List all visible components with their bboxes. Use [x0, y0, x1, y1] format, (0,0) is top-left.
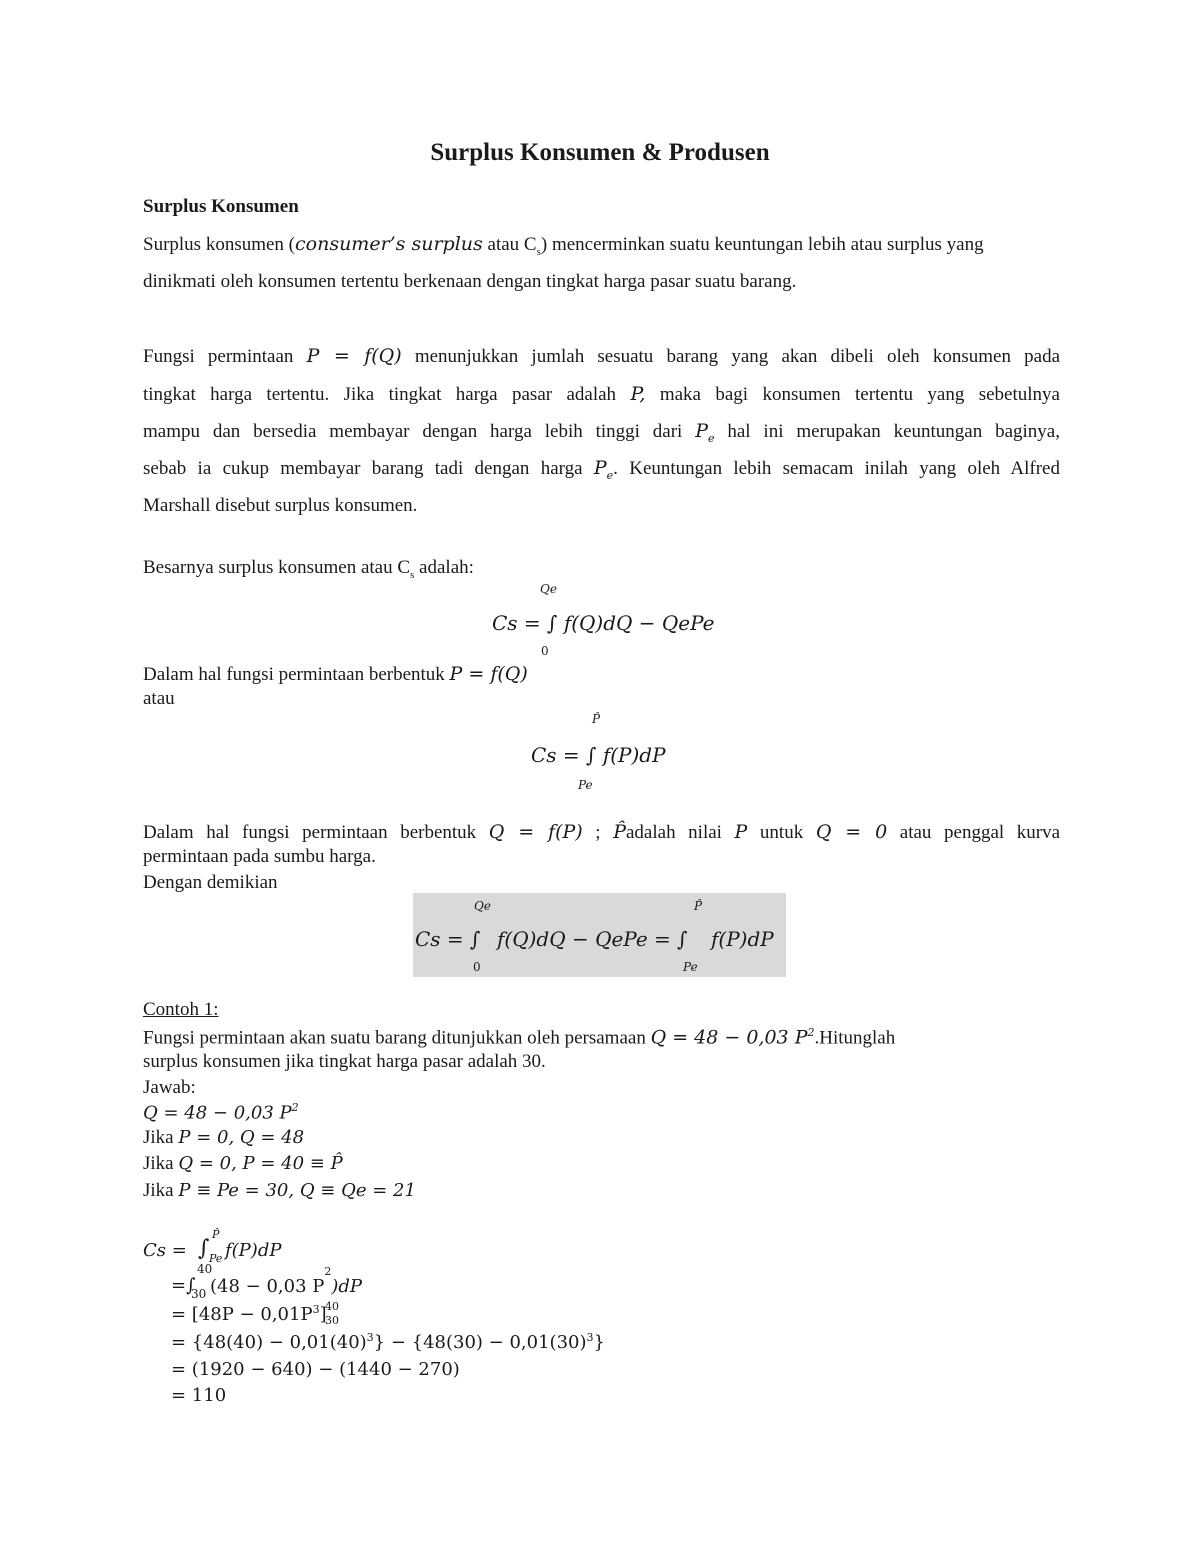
solution-upper-1: P̂ — [212, 1228, 220, 1241]
eq3-left: Cs = ∫ — [415, 927, 481, 951]
eq1-body: Cs = ∫ f(Q)dQ − QePe — [492, 611, 715, 635]
para2-line4: sebab ia cukup membayar barang tadi dengan harga $P_e$. Keuntungan lebih semacam inilah yang oleh Alfred — [143, 457, 1060, 482]
eq2-body: Cs = ∫ f(P)dP — [531, 743, 666, 767]
example-line1: Fungsi permintaan akan suatu barang ditunjukkan oleh persamaan Q = 48 − 0,03 $P^2.Hitunglah$ — [143, 1026, 896, 1049]
example-line6: Jika Q = 0, P = 40 ≡ P̂ — [143, 1153, 343, 1174]
eq3-upper-limit-1: Qe — [474, 899, 491, 913]
example-line3: Jawab: — [143, 1077, 196, 1098]
example-line5: Jika P = 0, Q = 48 — [143, 1127, 305, 1148]
eq2-upper-limit: P̂ — [592, 712, 601, 726]
para5-line3: Dengan demikian — [143, 872, 278, 893]
solution-line2-start: =∫ — [171, 1275, 196, 1296]
page-title: Surplus Konsumen & Produsen — [430, 139, 770, 166]
solution-line1-body: f(P)dP — [225, 1240, 282, 1261]
example-line4: Q = 48 − 0,03 $P^2$ — [143, 1101, 299, 1124]
para1-line2: dinikmati oleh konsumen tertentu berkenaan dengan tingkat harga pasar suatu barang. — [143, 271, 797, 292]
solution-line3: = $[48P - 0,01P^3]$ — [171, 1303, 327, 1325]
example-line7: Jika P ≡ Pe = 30, Q ≡ Qe = 21 — [143, 1180, 416, 1201]
para5-line1: Dalam hal fungsi permintaan berbentuk Q = f(P) ; P̂adalah nilai P untuk Q = 0 atau penggal kurva — [143, 821, 1061, 843]
solution-upper-2: 40 — [197, 1262, 213, 1276]
para2-line1: Fungsi permintaan P = f(Q) menunjukkan jumlah sesuatu barang yang akan dibeli oleh konsumen pada — [143, 345, 1060, 367]
example-line2: surplus konsumen jika tingkat harga pasar adalah 30. — [143, 1051, 546, 1072]
para2-line3: mampu dan bersedia membayar dengan harga lebih tinggi dari $P_e$ hal ini merupakan keuntungan baginya, — [143, 420, 1060, 445]
example-heading: Contoh 1: — [143, 999, 219, 1020]
eq3-lower-limit-2: Pe — [683, 960, 698, 974]
para4-line2: atau — [143, 688, 175, 709]
solution-lower-1: Pe — [209, 1252, 223, 1265]
para4-line1: Dalam hal fungsi permintaan berbentuk P = f(Q) — [143, 663, 528, 685]
para1-line1: Surplus konsumen (consumer’s surplus atau $C_s$) mencerminkan suatu keuntungan lebih atau surplus yang — [143, 233, 984, 258]
solution-upper-3: 40 — [325, 1300, 339, 1313]
eq2-lower-limit: Pe — [578, 778, 593, 792]
solution-line2-body: (48 − 0,03 $P^2)dP$ — [210, 1265, 363, 1297]
solution-cs-label: Cs = — [143, 1240, 187, 1261]
solution-line5: = (1920 − 640) − (1440 − 270) — [171, 1359, 460, 1380]
eq1-lower-limit: 0 — [541, 644, 549, 658]
eq3-lower-limit-1: 0 — [473, 960, 481, 974]
eq3-mid: f(Q)dQ − QePe = ∫ — [497, 927, 688, 951]
solution-lower-3: 30 — [325, 1314, 339, 1327]
solution-line4: = $\{48(40) - 0,01(40)^3\} - \{48(30) - 0,01(30)^3\}$ — [171, 1331, 605, 1353]
solution-line6: = 110 — [171, 1385, 227, 1406]
solution-lower-2: 30 — [191, 1287, 207, 1301]
para5-line2: permintaan pada sumbu harga. — [143, 846, 376, 867]
eq3-right: f(P)dP — [711, 927, 774, 951]
para3: Besarnya surplus konsumen atau $C_s$ adalah: — [143, 557, 474, 581]
eq3-upper-limit-2: P̂ — [694, 899, 703, 913]
solution-integral-1: ∫ — [198, 1236, 210, 1261]
para2-line2: tingkat harga tertentu. Jika tingkat harga pasar adalah P, maka bagi konsumen tertentu yang sebetulnya — [143, 383, 1060, 405]
eq1-upper-limit: Qe — [540, 582, 557, 596]
para2-line5: Marshall disebut surplus konsumen. — [143, 495, 418, 516]
section-heading: Surplus Konsumen — [143, 196, 299, 217]
